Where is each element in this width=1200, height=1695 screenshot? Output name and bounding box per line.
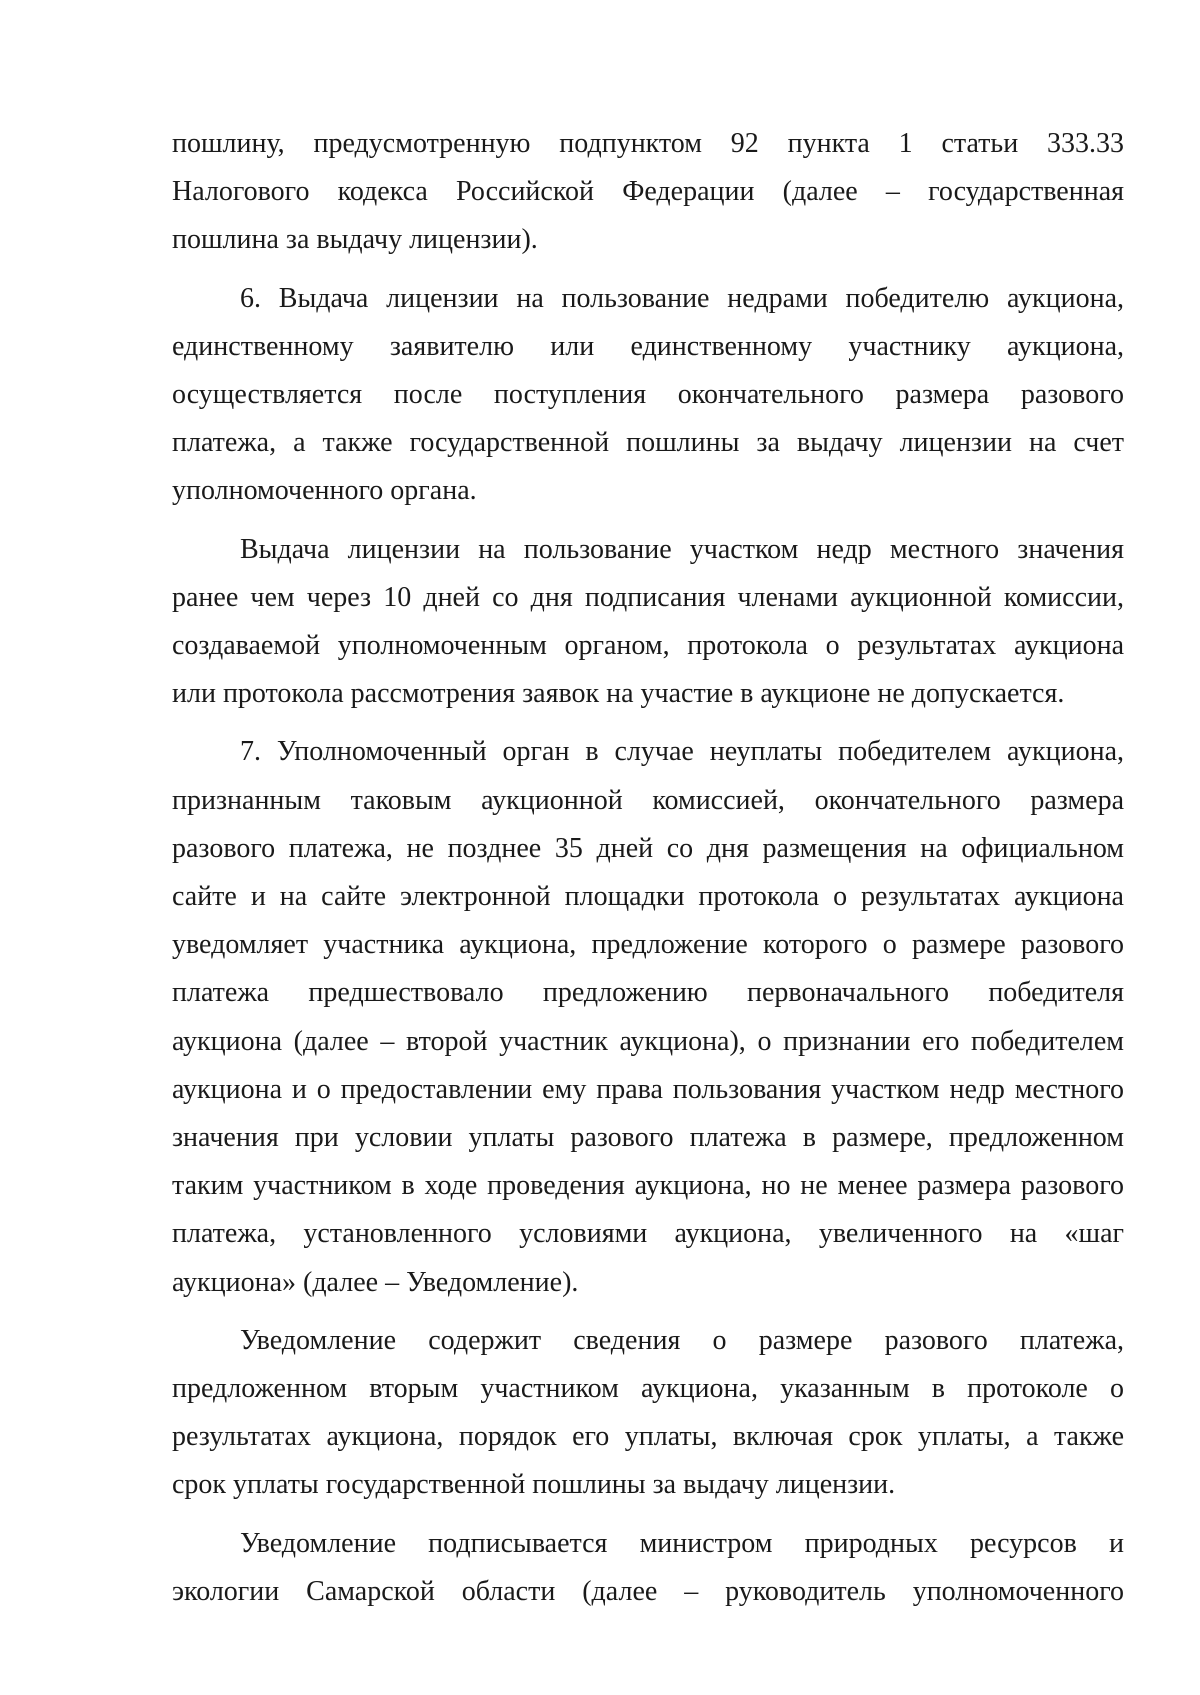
text-line: экологии Самарской области (далее – руководитель уполномоченного — [172, 1575, 1124, 1607]
paragraph — [172, 275, 1124, 516]
text-line: значения при условии уплаты разового платежа в размере, предложенном — [172, 1122, 1124, 1154]
text-line: ранее чем через 10 дней со дня подписания членами аукционной комиссии, — [172, 581, 1124, 613]
text-line: аукциона и о предоставлении ему права пользования участком недр местного — [172, 1073, 1124, 1105]
text-line: Выдача лицензии на пользование участком недр местного значения — [240, 533, 1124, 565]
text-line: уполномоченного органа. — [172, 475, 477, 507]
paragraph — [172, 526, 1124, 719]
text-line: платежа, а также государственной пошлины за выдачу лицензии на счет — [172, 427, 1124, 459]
text-line: пошлину, предусмотренную подпунктом 92 пункта 1 статьи 333.33 — [172, 128, 1124, 159]
text-line: уведомляет участника аукциона, предложение которого о размере разового — [172, 929, 1124, 961]
text-line: результатах аукциона, порядок его уплаты, включая срок уплаты, а также — [172, 1421, 1124, 1453]
text-line: платежа предшествовало предложению первоначального победителя — [172, 977, 1124, 1009]
text-line: пошлина за выдачу лицензии). — [172, 224, 538, 256]
text-line: осуществляется после поступления окончательного размера разового — [172, 379, 1124, 411]
text-line: или протокола рассмотрения заявок на участие в аукционе не допускается. — [172, 678, 1065, 710]
text-line: Налогового кодекса Российской Федерации (далее – государственная — [172, 176, 1124, 208]
text-line: разового платежа, не позднее 35 дней со дня размещения на официальном — [172, 832, 1124, 864]
text-line: признанным таковым аукционной комиссией, окончательного размера — [172, 784, 1124, 816]
text-line: Уведомление подписывается министром природных ресурсов и — [240, 1527, 1124, 1559]
text-line: единственному заявителю или единственному участнику аукциона, — [172, 330, 1124, 362]
text-line: срок уплаты государственной пошлины за выдачу лицензии. — [172, 1469, 896, 1501]
text-line: создаваемой уполномоченным органом, протокола о результатах аукциона — [172, 630, 1124, 662]
paragraph — [172, 1317, 1124, 1510]
document-body — [172, 120, 1124, 1616]
text-line: таким участником в ходе проведения аукциона, но не менее размера разового — [172, 1170, 1124, 1202]
paragraph — [172, 120, 1124, 265]
text-line: сайте и на сайте электронной площадки протокола о результатах аукциона — [172, 881, 1124, 913]
text-line: 6. Выдача лицензии на пользование недрами победителю аукциона, — [240, 282, 1124, 314]
text-line: Уведомление содержит сведения о размере разового платежа, — [240, 1324, 1124, 1356]
paragraph — [172, 1520, 1124, 1616]
text-line: предложенном вторым участником аукциона, указанным в протоколе о — [172, 1373, 1124, 1405]
text-line: аукциона» (далее – Уведомление). — [172, 1266, 579, 1298]
paragraph — [172, 728, 1124, 1306]
text-line: аукциона (далее – второй участник аукциона), о признании его победителем — [172, 1025, 1124, 1057]
text-line: платежа, установленного условиями аукциона, увеличенного на «шаг — [172, 1218, 1124, 1250]
text-line: 7. Уполномоченный орган в случае неуплаты победителем аукциона, — [240, 736, 1124, 768]
